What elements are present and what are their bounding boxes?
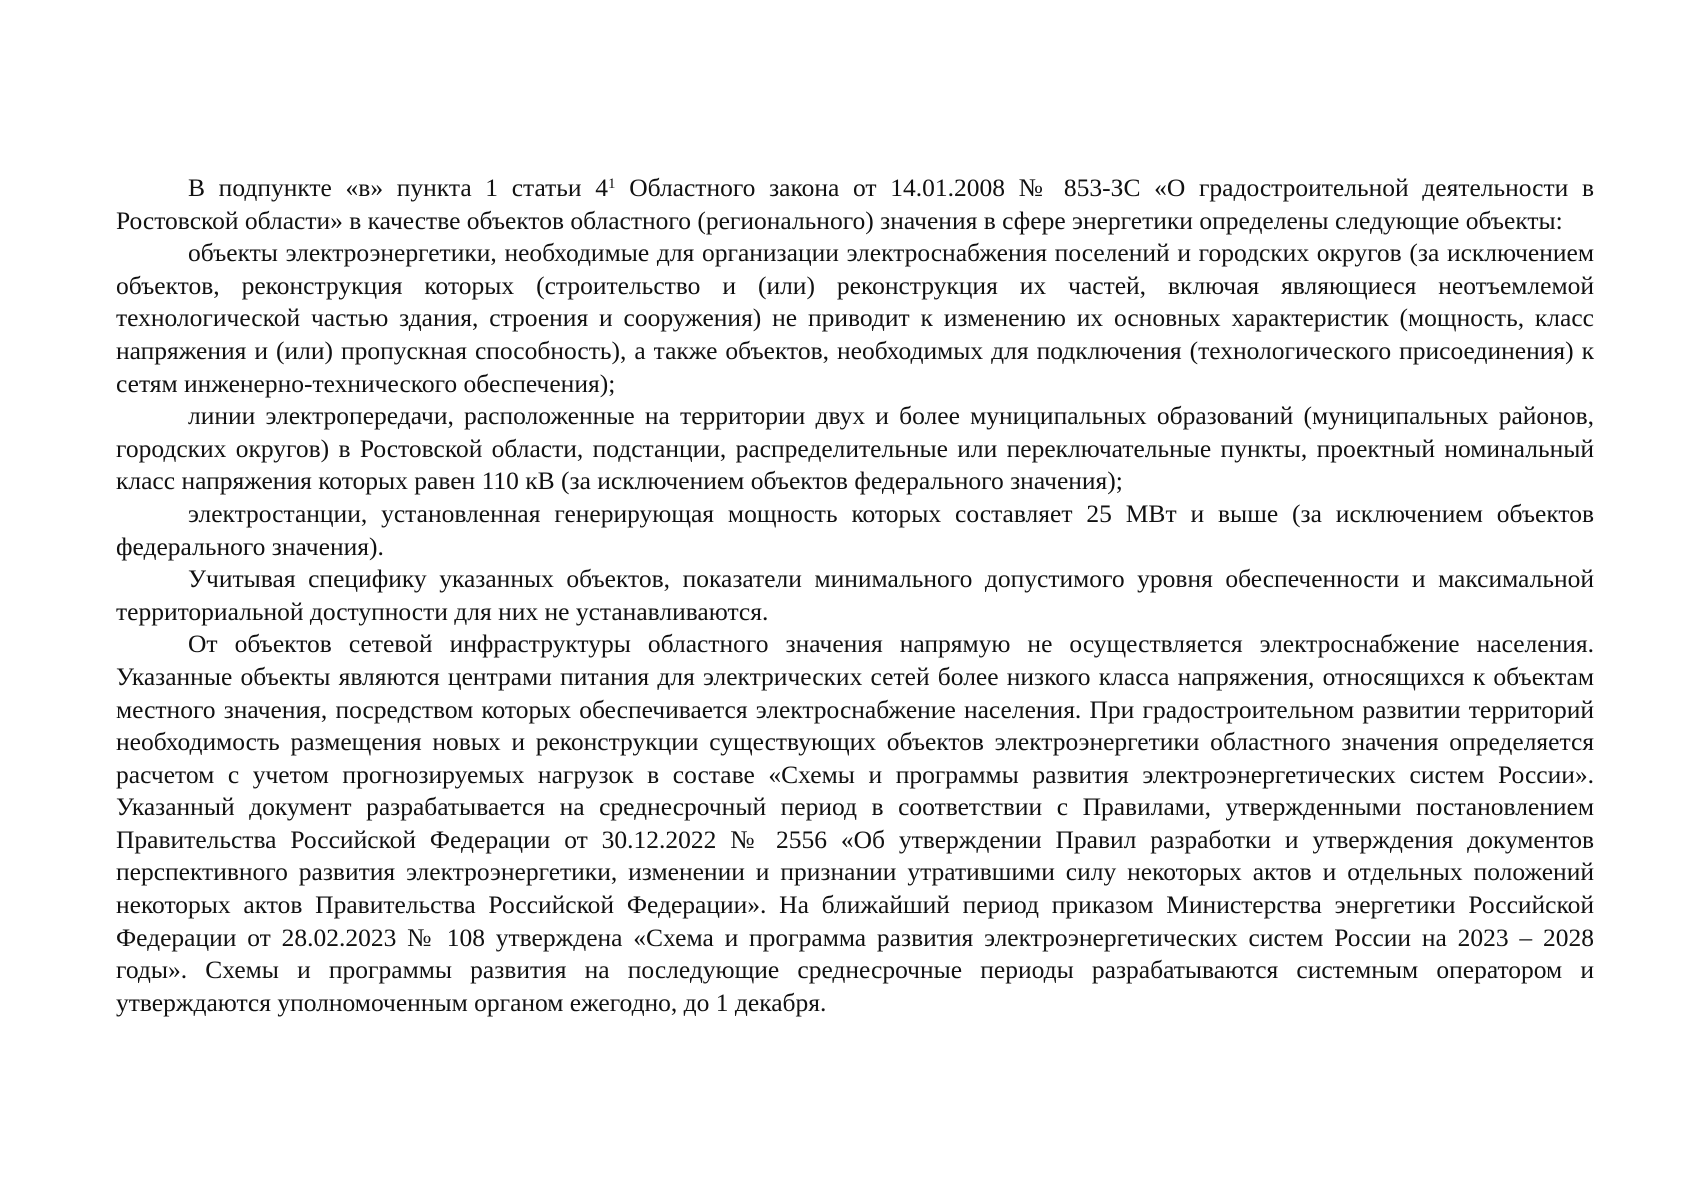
paragraph-network-infrastructure: От объектов сетевой инфраструктуры областного значения напрямую не осуществляется электроснабжение населения. Указанные объекты являются центрами питания для электрических сетей более низкого класса напряжения, относящихся к объектам местного значения, посредством которых обеспечивается электроснабжение населения. При градостроительном развитии территорий необходимость размещения новых и реконструкции существующих объектов электроэнергетики областного значения определяется расчетом с учетом прогнозируемых нагрузок в составе «Схемы и программы развития электроэнергетических систем России». Указанный документ разрабатывается на среднесрочный период в соответствии с Правилами, утвержденными постановлением Правительства Российской Федерации от 30.12.2022 № 2556 «Об утверждении Правил разработки и утверждения документов перспективного развития электроэнергетики, изменении и признании утратившими силу некоторых актов и отдельных положений некоторых актов Правительства Российской Федерации». На ближайший период приказом Министерства энергетики Российской Федерации от 28.02.2023 № 108 утверждена «Схема и программа развития электроэнергетических систем России на 2023 – 2028 годы». Схемы и программы развития на последующие среднесрочные периоды разрабатываются системным оператором и утверждаются уполномоченным органом ежегодно, до 1 декабря. [116,629,1594,1017]
paragraph-power-lines: линии электропередачи, расположенные на территории двух и более муниципальных образований (муниципальных районов, городских округов) в Ростовской области, подстанции, распределительные или переключательные пункты, проектный номинальный класс напряжения которых равен 110 кВ (за исключением объектов федерального значения); [116,401,1594,496]
paragraph-indicators: Учитывая специфику указанных объектов, показатели минимального допустимого уровня обеспеченности и максимальной территориальной доступности для них не устанавливаются. [116,564,1594,626]
paragraph-power-facilities: объекты электроэнергетики, необходимые для организации электроснабжения поселений и городских округов (за исключением объектов, реконструкция которых (строительство и (или) реконструкция их частей, включая являющиеся неотъемлемой технологической частью здания, строения и сооружения) не приводит к изменению их основных характеристик (мощность, класс напряжения и (или) пропускная способность), а также объектов, необходимых для подключения (технологического присоединения) к сетям инженерно-технического обеспечения); [116,238,1594,398]
article-superscript: 1 [608,176,616,192]
paragraph-text-before-superscript: В подпункте «в» пункта 1 статьи 4 [188,173,609,202]
paragraph-law-reference [116,172,1594,237]
document-body [116,172,1594,1019]
paragraph-power-plants: электростанции, установленная генерирующая мощность которых составляет 25 МВт и выше (за исключением объектов федерального значения). [116,498,1594,561]
paragraph-text-after-superscript: Областного закона от 14.01.2008 № 853-ЗС «О градостроительной деятельности в Ростовской области» в качестве объектов областного (регионального) значения в сфере энергетики определены следующие объекты: [116,173,1594,235]
